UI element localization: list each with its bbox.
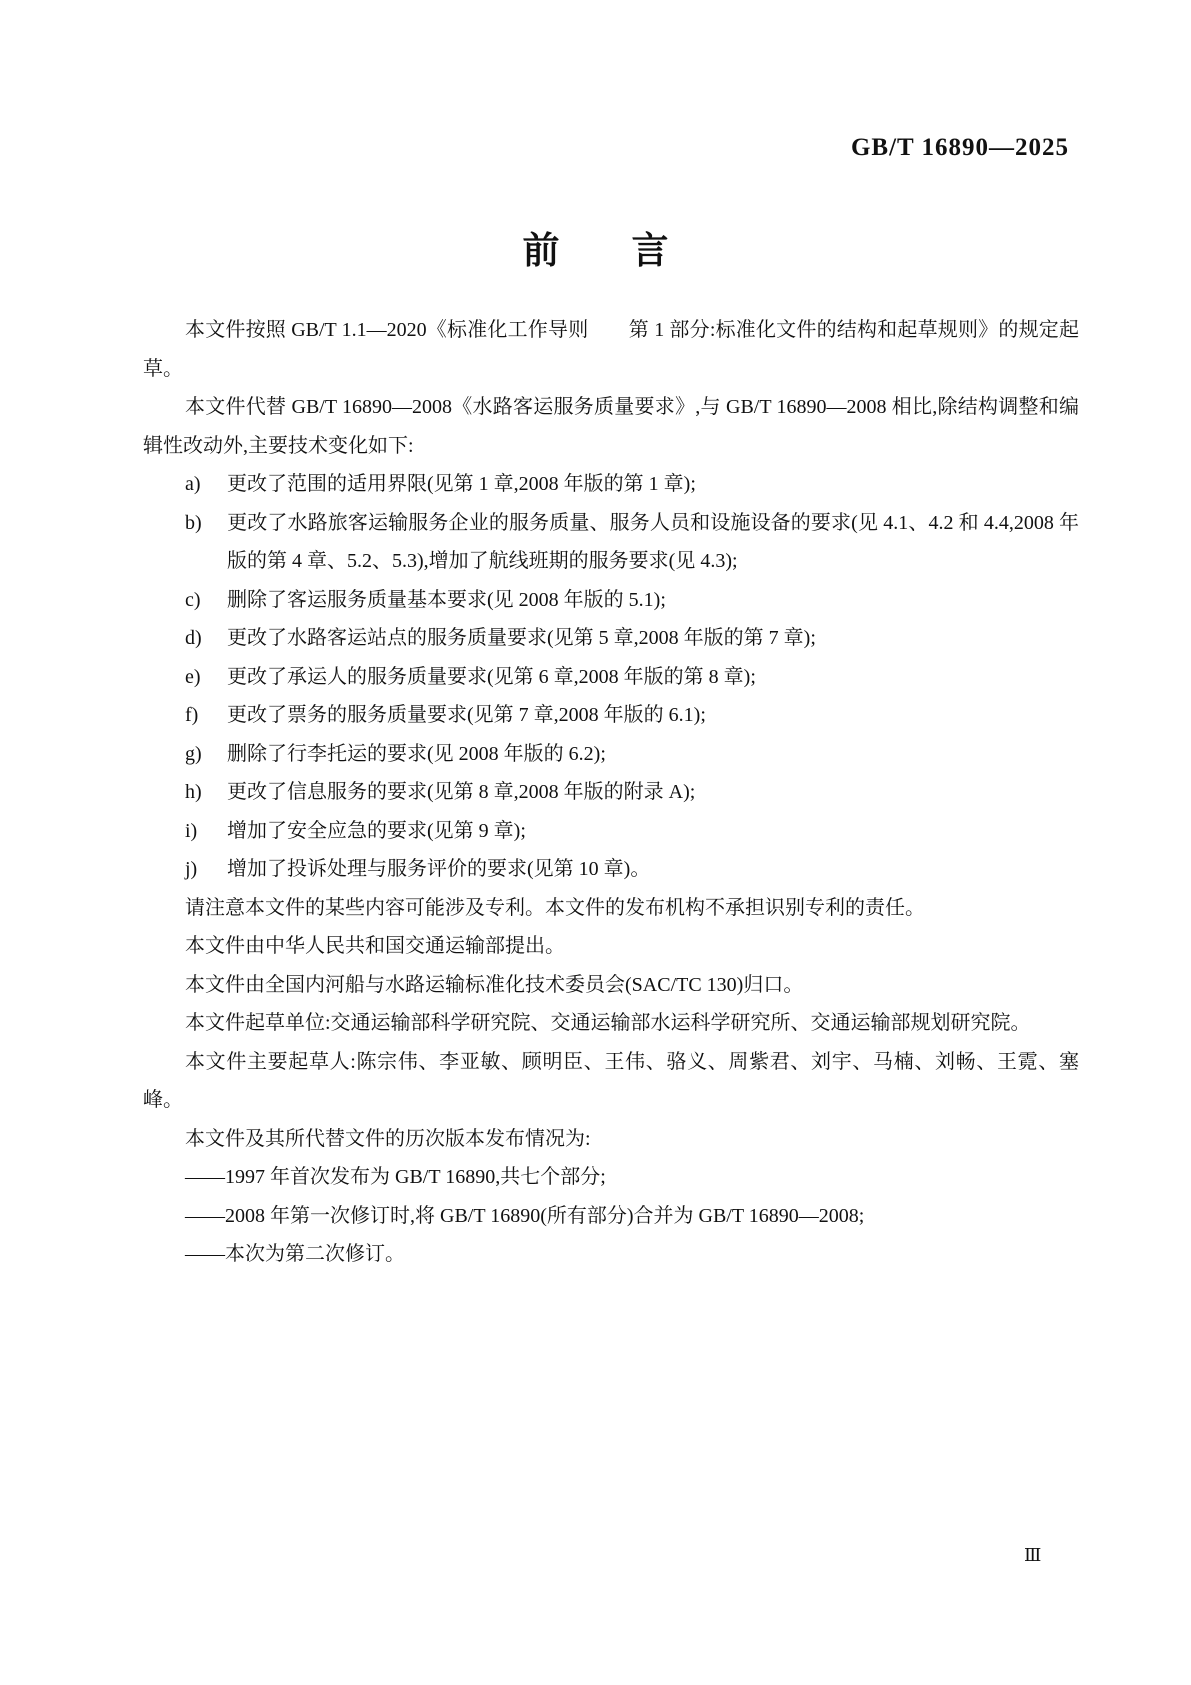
foreword-title — [0, 232, 1191, 273]
change-list-item — [143, 850, 1079, 889]
change-list-item — [143, 696, 1079, 735]
list-item-label: b) — [185, 511, 202, 534]
list-item-text: 更改了信息服务的要求(见第 8 章,2008 年版的附录 A); — [227, 781, 696, 803]
change-list-item — [143, 619, 1079, 658]
list-item-text: 删除了客运服务质量基本要求(见 2008 年版的 5.1); — [227, 588, 666, 611]
version-history-item: ——本次为第二次修订。 — [185, 1243, 405, 1265]
list-item-text: 更改了范围的适用界限(见第 1 章,2008 年版的第 1 章); — [227, 473, 696, 495]
intro-paragraphs — [143, 311, 1079, 465]
list-item-label: f) — [185, 704, 199, 726]
list-item-label: g) — [185, 742, 202, 765]
version-history-item: ——2008 年第一次修订时,将 GB/T 16890(所有部分)合并为 GB/T 16890—2008; — [185, 1204, 865, 1227]
list-item-label: j) — [185, 858, 198, 880]
list-item-text: 更改了票务的服务质量要求(见第 7 章,2008 年版的 6.1); — [227, 704, 706, 726]
version-history-item: ——1997 年首次发布为 GB/T 16890,共七个部分; — [185, 1166, 606, 1188]
list-item-text: 增加了安全应急的要求(见第 9 章); — [227, 819, 526, 842]
version-history-list — [143, 1158, 1079, 1274]
list-item-text: 增加了投诉处理与服务评价的要求(见第 10 章)。 — [227, 858, 651, 880]
paragraph: 请注意本文件的某些内容可能涉及专利。本文件的发布机构不承担识别专利的责任。 — [185, 896, 925, 919]
foreword-title-char: 前 — [522, 231, 560, 272]
paragraph: 本文件代替 GB/T 16890—2008《水路客运服务质量要求》,与 GB/T 16890—2008 相比,除结构调整和编辑性改动外,主要技术变化如下: — [143, 396, 1079, 457]
foreword-title-char: 言 — [631, 231, 669, 272]
standard-code-header: GB/T 16890—2025 — [850, 134, 1069, 161]
list-item-text: 更改了水路客运站点的服务质量要求(见第 5 章,2008 年版的第 7 章); — [227, 627, 816, 649]
change-list-item — [143, 773, 1079, 812]
paragraph: 本文件按照 GB/T 1.1—2020《标准化工作导则 第 1 部分:标准化文件的结构和起草规则》的规定起草。 — [143, 319, 1079, 380]
paragraph: 本文件起草单位:交通运输部科学研究院、交通运输部水运科学研究所、交通运输部规划研究院。 — [185, 1012, 1031, 1034]
list-item-label: d) — [185, 627, 202, 649]
change-list-item — [143, 465, 1079, 504]
list-item-label: h) — [185, 781, 202, 803]
change-list-item — [143, 735, 1079, 774]
change-list-item — [143, 812, 1079, 851]
list-item-label: c) — [185, 588, 201, 611]
paragraph: 本文件由中华人民共和国交通运输部提出。 — [185, 935, 565, 957]
page-number: Ⅲ — [1024, 1545, 1042, 1565]
change-list — [143, 465, 1079, 889]
list-item-label: e) — [185, 665, 201, 688]
paragraph: 本文件及其所代替文件的历次版本发布情况为: — [185, 1127, 591, 1150]
list-item-text: 更改了水路旅客运输服务企业的服务质量、服务人员和设施设备的要求(见 4.1、4.2 和 4.4,2008 年版的第 4 章、5.2、5.3),增加了航线班期的服务要求(见 4.3); — [227, 511, 1079, 572]
change-list-item — [143, 581, 1079, 620]
list-item-text: 更改了承运人的服务质量要求(见第 6 章,2008 年版的第 8 章); — [227, 665, 756, 688]
paragraph: 本文件由全国内河船与水路运输标准化技术委员会(SAC/TC 130)归口。 — [185, 973, 804, 996]
change-list-item — [143, 658, 1079, 697]
list-item-label: i) — [185, 819, 198, 842]
list-item-text: 删除了行李托运的要求(见 2008 年版的 6.2); — [227, 742, 606, 765]
paragraph: 本文件主要起草人:陈宗伟、李亚敏、顾明臣、王伟、骆义、周紫君、刘宇、马楠、刘畅、王霓、塞峰。 — [143, 1050, 1079, 1111]
closing-paragraphs — [143, 889, 1079, 1159]
list-item-label: a) — [185, 473, 201, 495]
change-list-item — [143, 504, 1079, 581]
document-body — [143, 311, 1079, 1274]
